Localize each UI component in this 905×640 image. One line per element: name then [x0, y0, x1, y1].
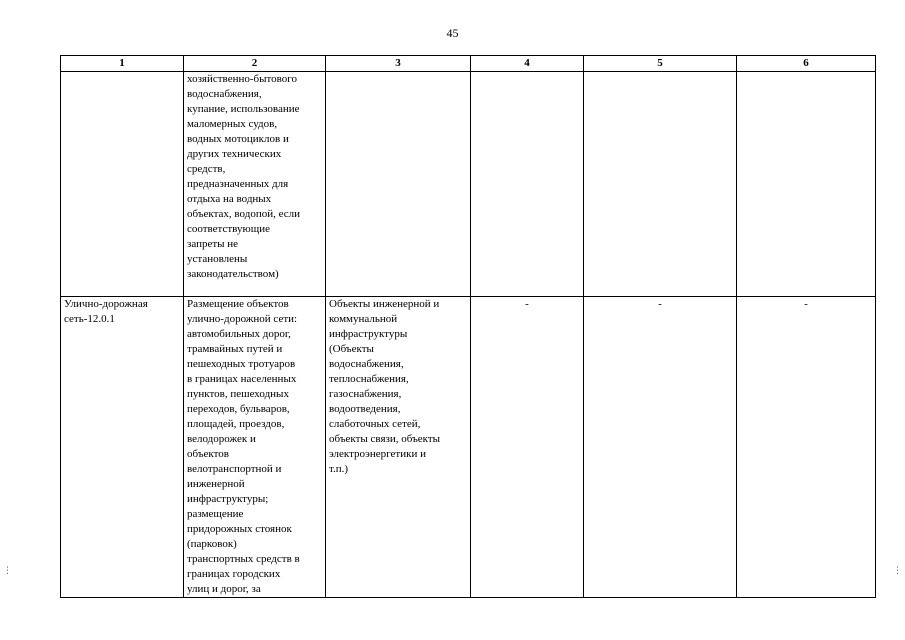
row2-col5-cell: - [584, 297, 737, 598]
row2-type-cell: Улично-дорожная сеть-12.0.1 [61, 297, 184, 598]
column-header-2: 2 [184, 56, 326, 72]
row1-objects-cell [326, 72, 471, 297]
land-use-table [60, 55, 876, 598]
column-header-1: 1 [61, 56, 184, 72]
column-header-6: 6 [737, 56, 876, 72]
row2-objects-cell: Объекты инженерной и коммунальной инфраструктуры (Объекты водоснабжения, теплоснабжения, газоснабжения, водоотведения, слаботочных сетей, объекты связи, объекты электроэнергетики и т.п.) [326, 297, 471, 598]
column-header-4: 4 [471, 56, 584, 72]
right-margin-mark: ⋮ [893, 566, 902, 576]
column-header-3: 3 [326, 56, 471, 72]
row1-col4-cell [471, 72, 584, 297]
table-row [61, 297, 876, 598]
row2-col4-cell: - [471, 297, 584, 598]
page-number: 45 [446, 26, 459, 40]
row2-col6-cell: - [737, 297, 876, 598]
left-margin-mark: ⋮ [3, 566, 12, 576]
column-header-5: 5 [584, 56, 737, 72]
row1-type-cell [61, 72, 184, 297]
row1-col5-cell [584, 72, 737, 297]
row1-col6-cell [737, 72, 876, 297]
table-header-row [61, 56, 876, 72]
table-row [61, 72, 876, 297]
row2-description-cell: Размещение объектов улично-дорожной сети: автомобильных дорог, трамвайных путей и пешеходных тротуаров в границах населенных пунктов, пешеходных переходов, бульваров, площадей, проездов, велодорожек и объектов велотранспортной и инженерной инфраструктуры; размещение придорожных стоянок (парковок) транспортных средств в границах городских улиц и дорог, за [184, 297, 326, 598]
row1-description-cell: хозяйственно-бытового водоснабжения, купание, использование маломерных судов, водных мотоциклов и других технических средств, предназначенных для отдыха на водных объектах, водопой, если соответствующие запреты не установлены законодательством) [184, 72, 326, 297]
